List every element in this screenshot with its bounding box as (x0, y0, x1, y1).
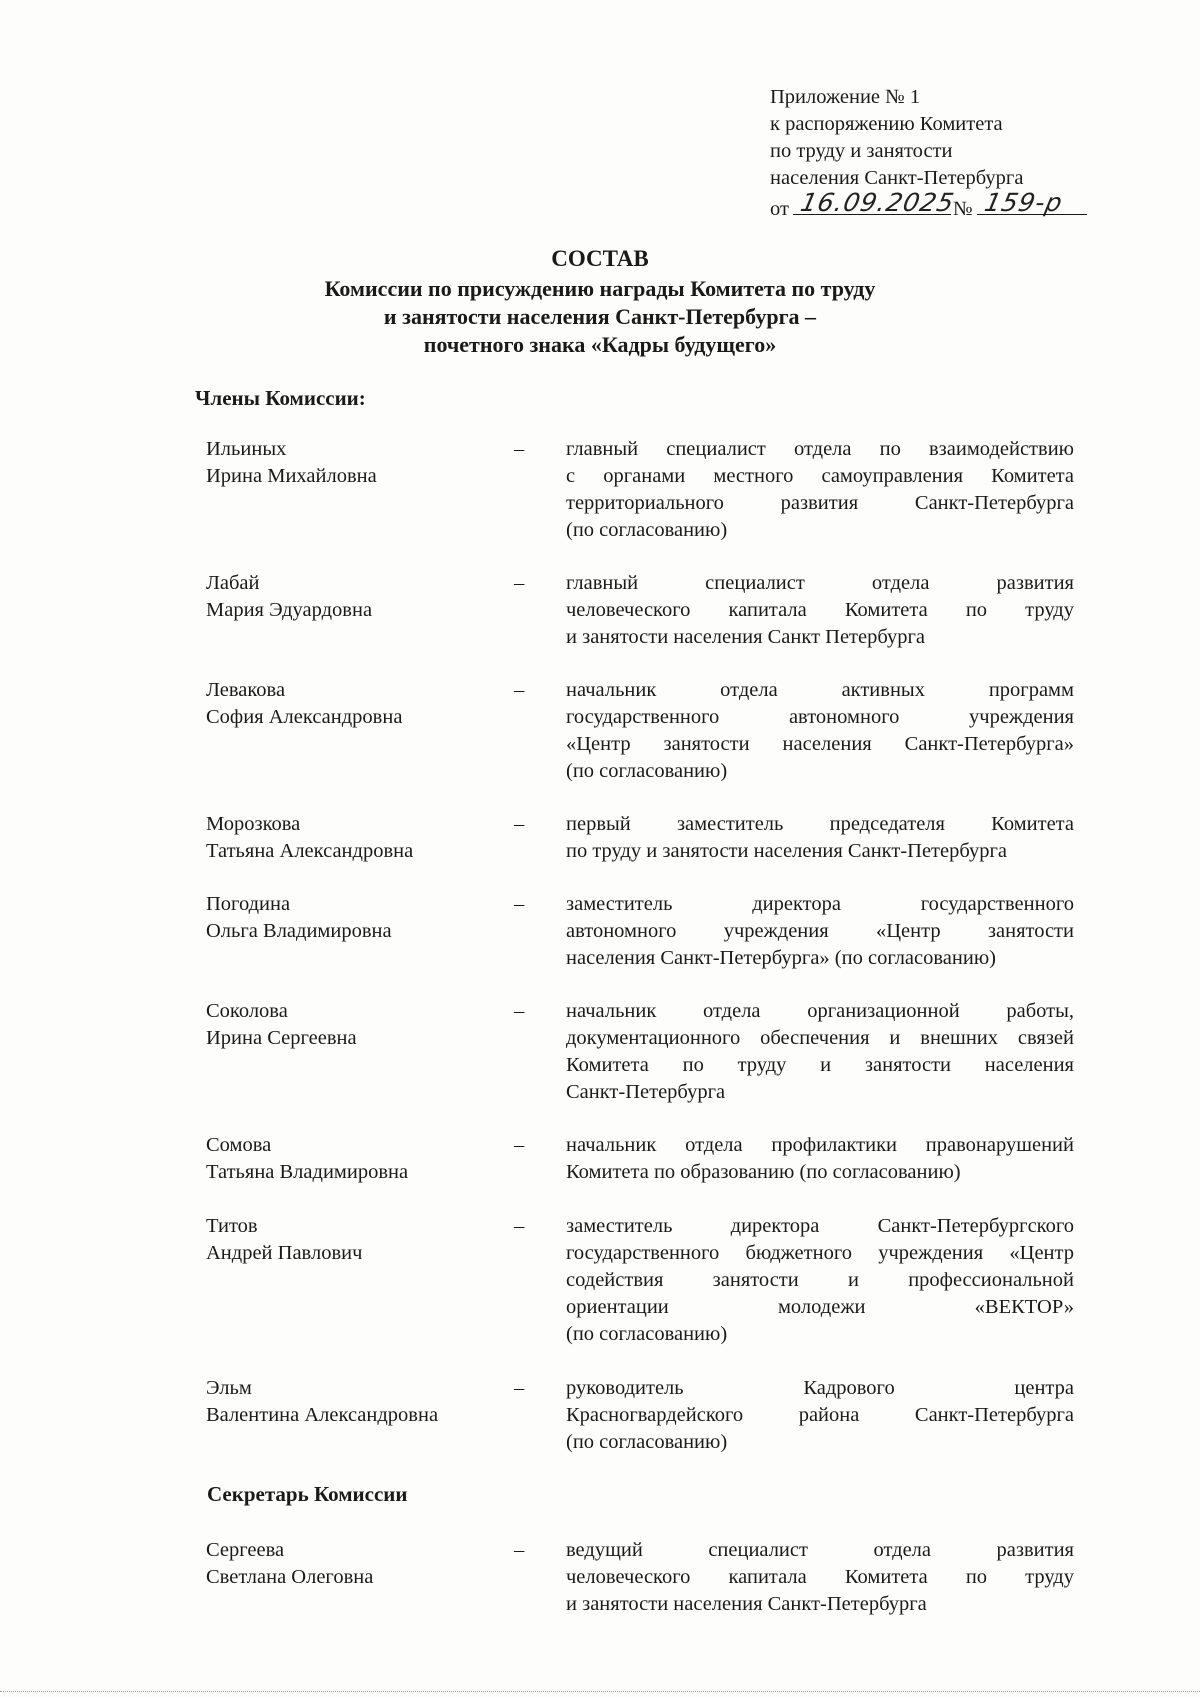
handwritten-date: 16.09.2025 (797, 188, 958, 217)
member-name (206, 1375, 506, 1429)
member-dash: – (514, 1134, 525, 1156)
member-surname: Сомова (206, 1134, 272, 1156)
secretary-heading: Секретарь Комиссии (207, 1482, 408, 1506)
role-line: Красногвардейского района Санкт-Петербурга (566, 1404, 1074, 1426)
member-name (206, 570, 506, 624)
role-line: ориентации молодежи «ВЕКТОР» (566, 1296, 1074, 1318)
member-given-name: Мария Эдуардовна (206, 599, 373, 621)
role-line: населения Санкт-Петербурга» (по согласованию) (566, 947, 996, 969)
title-line: Комиссии по присуждению награды Комитета по труду (324, 276, 876, 301)
scan-edge-line (0, 1691, 1200, 1694)
appendix-line: к распоряжению Комитета (770, 113, 1003, 135)
member-role (566, 998, 1074, 1106)
role-line: (по согласованию) (566, 1323, 728, 1345)
role-line: по труду и занятости населения Санкт-Петербурга (566, 840, 1008, 862)
member-role (566, 811, 1074, 865)
role-line: первый заместитель председателя Комитета (566, 813, 1074, 835)
role-line: (по согласованию) (566, 519, 728, 541)
role-line: заместитель директора Санкт-Петербургского (566, 1215, 1074, 1237)
member-name (206, 1537, 506, 1591)
title-line: и занятости населения Санкт-Петербурга – (383, 304, 817, 329)
member-role (566, 1375, 1074, 1456)
role-line: государственного бюджетного учреждения «Центр (566, 1242, 1074, 1264)
role-line: автономного учреждения «Центр занятости (566, 920, 1074, 942)
member-given-name: Татьяна Владимировна (206, 1161, 409, 1183)
member-dash: – (514, 1539, 525, 1561)
member-dash: – (514, 679, 525, 701)
member-dash: – (514, 438, 525, 460)
role-line: и занятости населения Санкт-Петербурга (566, 1593, 927, 1615)
member-name (206, 1132, 506, 1186)
role-line: содействия занятости и профессиональной (566, 1269, 1074, 1291)
member-given-name: Андрей Павлович (206, 1242, 363, 1264)
role-line: человеческого капитала Комитета по труду (566, 599, 1074, 621)
member-role (566, 891, 1074, 972)
member-given-name: Валентина Александровна (206, 1404, 439, 1426)
member-surname: Погодина (206, 893, 291, 915)
role-line: документационного обеспечения и внешних связей (566, 1027, 1074, 1049)
member-given-name: Ольга Владимировна (206, 920, 392, 942)
member-surname: Ильиных (206, 438, 287, 460)
members-heading: Члены Комиссии: (195, 386, 366, 410)
role-line: человеческого капитала Комитета по труду (566, 1566, 1074, 1588)
role-line: ведущий специалист отдела развития (566, 1539, 1074, 1561)
member-surname: Сергеева (206, 1539, 285, 1561)
member-given-name: Ирина Сергеевна (206, 1027, 357, 1049)
role-line: главный специалист отдела развития (566, 572, 1074, 594)
member-given-name: Ирина Михайловна (206, 465, 377, 487)
member-surname: Эльм (206, 1377, 252, 1399)
role-line: Санкт-Петербурга (566, 1081, 726, 1103)
role-line: (по согласованию) (566, 1431, 728, 1453)
member-role (566, 677, 1074, 785)
member-dash: – (514, 893, 525, 915)
member-surname: Морозкова (206, 813, 301, 835)
role-line: начальник отдела профилактики правонарушений (566, 1134, 1074, 1156)
handwritten-number: 159-р (981, 188, 1066, 217)
role-line: начальник отдела активных программ (566, 679, 1074, 701)
appendix-block (770, 84, 1100, 223)
member-name (206, 891, 506, 945)
member-role (566, 1537, 1074, 1618)
role-line: руководитель Кадрового центра (566, 1377, 1074, 1399)
member-surname: Титов (206, 1215, 258, 1237)
role-line: «Центр занятости населения Санкт-Петербурга» (566, 733, 1074, 755)
member-name (206, 1213, 506, 1267)
member-given-name: София Александровна (206, 706, 403, 728)
title-line: почетного знака «Кадры будущего» (423, 332, 777, 357)
member-dash: – (514, 1215, 525, 1237)
member-surname: Соколова (206, 1000, 288, 1022)
role-line: с органами местного самоуправления Комитета (566, 465, 1074, 487)
member-role (566, 436, 1074, 544)
role-line: Комитета по труду и занятости населения (566, 1054, 1074, 1076)
member-name (206, 677, 506, 731)
appendix-line: Приложение № 1 (770, 86, 921, 108)
date-number-line (770, 188, 1100, 223)
member-name (206, 998, 506, 1052)
member-surname: Лабай (206, 572, 260, 594)
member-name (206, 436, 506, 490)
member-role (566, 1132, 1074, 1186)
date-prefix: от (770, 198, 789, 220)
member-given-name: Татьяна Александровна (206, 840, 414, 862)
member-dash: – (514, 1000, 525, 1022)
member-name (206, 811, 506, 865)
role-line: начальник отдела организационной работы, (566, 1000, 1074, 1022)
member-dash: – (514, 572, 525, 594)
role-line: заместитель директора государственного (566, 893, 1074, 915)
role-line: (по согласованию) (566, 760, 728, 782)
role-line: главный специалист отдела по взаимодействию (566, 438, 1074, 460)
role-line: государственного автономного учреждения (566, 706, 1074, 728)
member-role (566, 570, 1074, 651)
title-heading: СОСТАВ (551, 246, 649, 271)
date-field (793, 188, 958, 217)
number-prefix: № (952, 198, 973, 220)
member-role (566, 1213, 1074, 1348)
number-field (977, 188, 1087, 217)
member-dash: – (514, 1377, 525, 1399)
role-line: территориального развития Санкт-Петербурга (566, 492, 1074, 514)
document-title (0, 245, 1200, 359)
member-surname: Левакова (206, 679, 286, 701)
role-line: Комитета по образованию (по согласованию) (566, 1161, 961, 1183)
appendix-line: по труду и занятости (770, 140, 953, 162)
appendix-line: населения Санкт-Петербурга (770, 167, 1024, 189)
member-dash: – (514, 813, 525, 835)
member-given-name: Светлана Олеговна (206, 1566, 374, 1588)
role-line: и занятости населения Санкт Петербурга (566, 626, 926, 648)
